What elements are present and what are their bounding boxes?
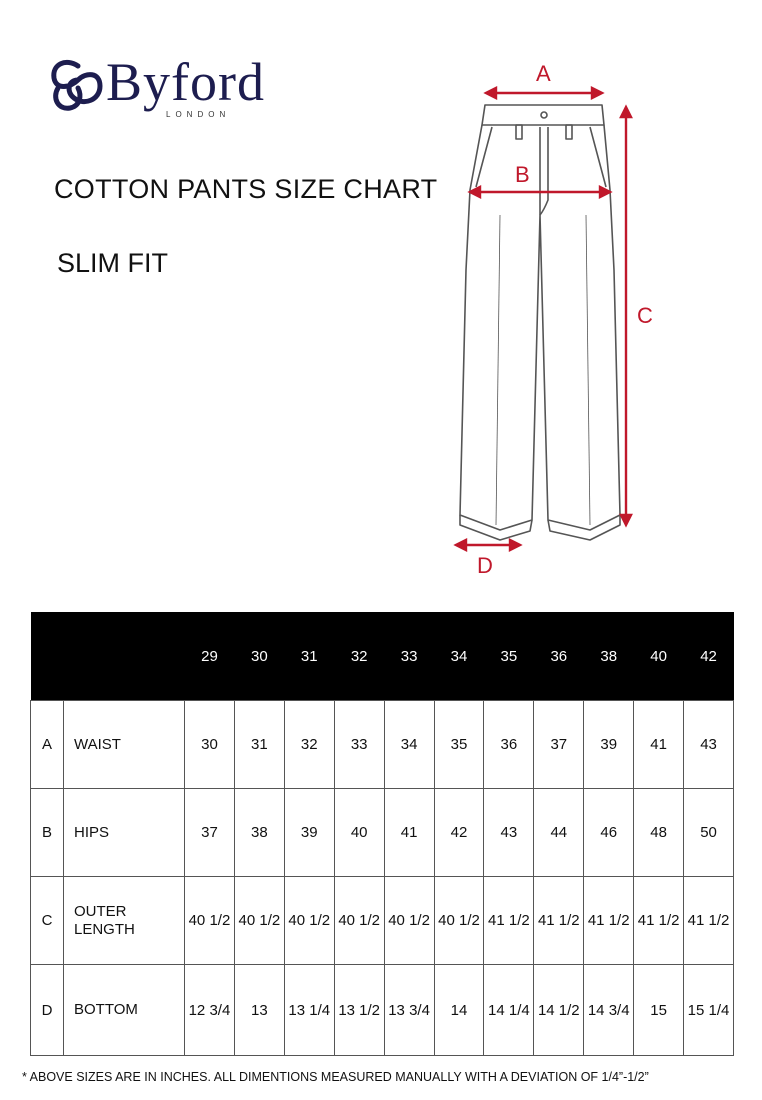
diagram-label-d: D [477, 553, 493, 578]
table-cell: 30 [185, 701, 235, 789]
table-cell: 40 1/2 [434, 877, 484, 965]
table-cell: 34 [384, 701, 434, 789]
table-cell: 14 1/4 [484, 965, 534, 1056]
header-size: 36 [534, 612, 584, 701]
table-cell: 15 1/4 [684, 965, 734, 1056]
table-cell: 40 1/2 [384, 877, 434, 965]
brand-subtitle: LONDON [166, 110, 231, 119]
table-cell: 40 1/2 [284, 877, 334, 965]
table-cell: 32 [284, 701, 334, 789]
table-cell: 35 [434, 701, 484, 789]
table-cell: 41 [634, 701, 684, 789]
table-cell: 36 [484, 701, 534, 789]
brand-name: Byford [106, 52, 265, 112]
table-cell: 15 [634, 965, 684, 1056]
header-blank [31, 612, 64, 701]
table-cell: 40 1/2 [234, 877, 284, 965]
table-cell: 40 [334, 789, 384, 877]
row-name: BOTTOM [64, 965, 185, 1056]
diagram-label-b: B [515, 162, 530, 187]
table-cell: 43 [684, 701, 734, 789]
table-cell: 13 1/4 [284, 965, 334, 1056]
brand-knot-icon [48, 58, 108, 114]
row-key: A [31, 701, 64, 789]
table-cell: 39 [284, 789, 334, 877]
table-cell: 41 1/2 [684, 877, 734, 965]
table-cell: 12 3/4 [185, 965, 235, 1056]
pants-waistband [482, 105, 604, 125]
row-name: HIPS [64, 789, 185, 877]
table-cell: 41 1/2 [484, 877, 534, 965]
table-row [31, 701, 734, 789]
row-key: D [31, 965, 64, 1056]
table-cell: 39 [584, 701, 634, 789]
table-row [31, 877, 734, 965]
table-cell: 13 1/2 [334, 965, 384, 1056]
pants-diagram [440, 55, 670, 580]
page-title: COTTON PANTS SIZE CHART [54, 174, 438, 204]
table-cell: 37 [534, 701, 584, 789]
brand-logo [48, 50, 288, 130]
table-cell: 41 1/2 [634, 877, 684, 965]
table-cell: 14 [434, 965, 484, 1056]
table-cell: 41 1/2 [584, 877, 634, 965]
header-size: 40 [634, 612, 684, 701]
header-size: 31 [284, 612, 334, 701]
diagram-label-c: C [637, 303, 653, 328]
diagram-label-a: A [536, 61, 551, 86]
size-table [30, 612, 734, 1056]
table-cell: 37 [185, 789, 235, 877]
table-cell: 50 [684, 789, 734, 877]
header-size: 42 [684, 612, 734, 701]
row-name: WAIST [64, 701, 185, 789]
header-size: 33 [384, 612, 434, 701]
table-cell: 44 [534, 789, 584, 877]
table-header-row [31, 612, 734, 701]
table-cell: 46 [584, 789, 634, 877]
table-row [31, 965, 734, 1056]
header-blank [64, 612, 185, 701]
row-name: OUTER LENGTH [64, 877, 185, 965]
table-cell: 40 1/2 [334, 877, 384, 965]
table-cell: 41 [384, 789, 434, 877]
table-cell: 31 [234, 701, 284, 789]
table-cell: 13 3/4 [384, 965, 434, 1056]
header-size: 38 [584, 612, 634, 701]
table-cell: 13 [234, 965, 284, 1056]
table-row [31, 789, 734, 877]
header-size: 34 [434, 612, 484, 701]
fit-label: SLIM FIT [57, 248, 169, 278]
header-size: 35 [484, 612, 534, 701]
table-cell: 14 3/4 [584, 965, 634, 1056]
table-cell: 14 1/2 [534, 965, 584, 1056]
row-key: C [31, 877, 64, 965]
table-cell: 38 [234, 789, 284, 877]
header-size: 30 [234, 612, 284, 701]
header-size: 29 [185, 612, 235, 701]
table-cell: 33 [334, 701, 384, 789]
footnote: * ABOVE SIZES ARE IN INCHES. ALL DIMENTIONS MEASURED MANUALLY WITH A DEVIATION OF 1/4”-1/2” [22, 1070, 649, 1084]
table-cell: 48 [634, 789, 684, 877]
table-cell: 42 [434, 789, 484, 877]
table-cell: 43 [484, 789, 534, 877]
table-cell: 41 1/2 [534, 877, 584, 965]
row-key: B [31, 789, 64, 877]
header-size: 32 [334, 612, 384, 701]
table-cell: 40 1/2 [185, 877, 235, 965]
